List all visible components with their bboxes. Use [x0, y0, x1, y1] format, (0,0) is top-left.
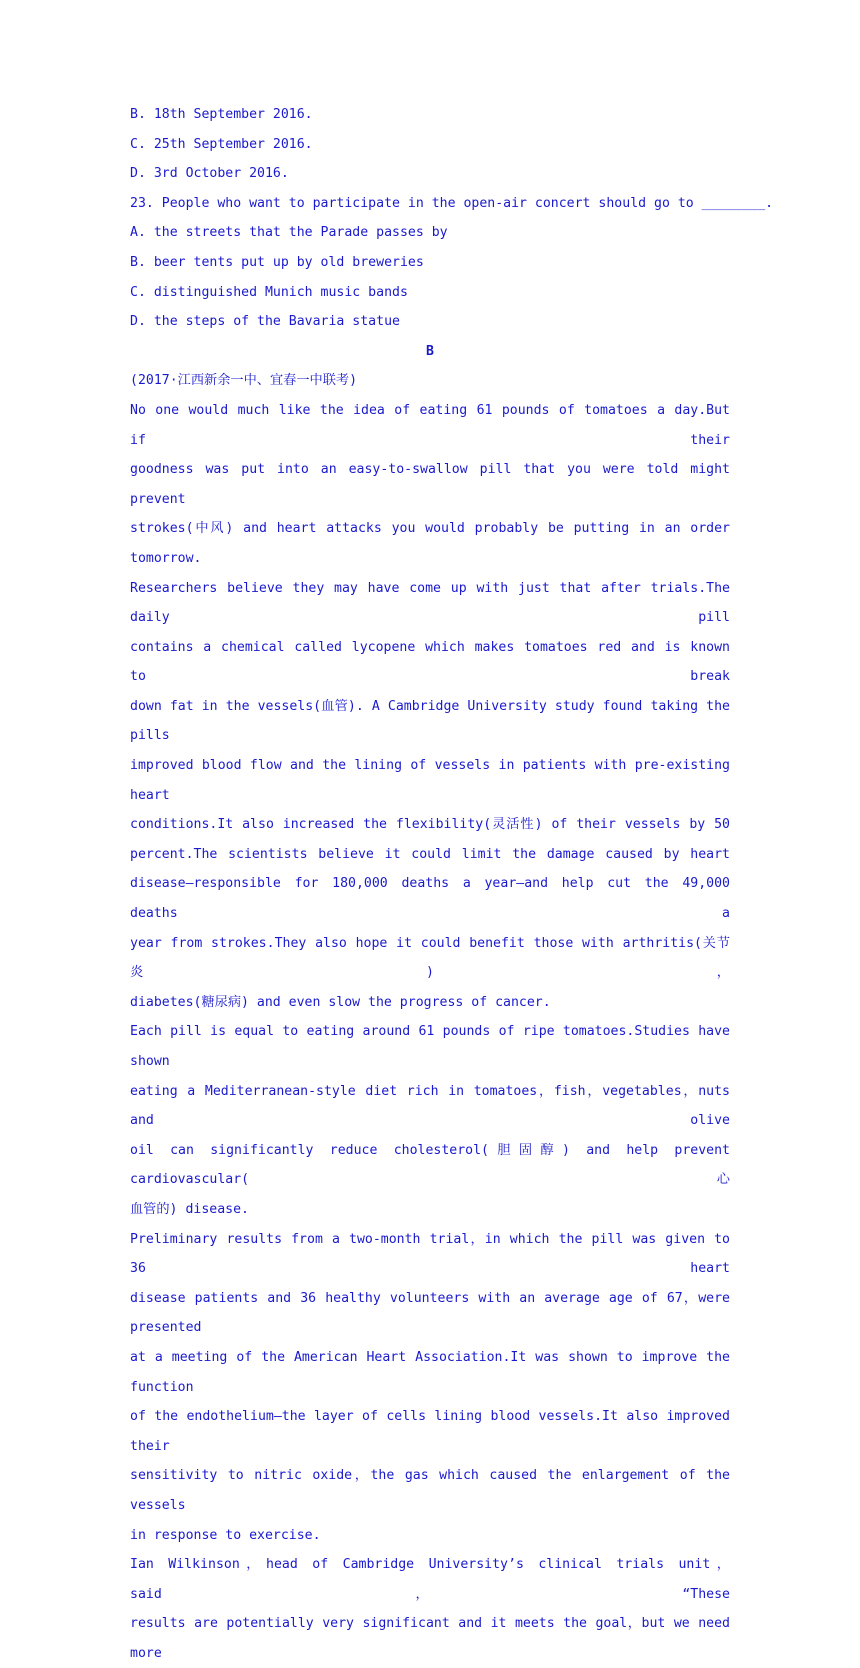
passage-line: improved blood flow and the lining of vessels in patients with pre-existing heart — [130, 758, 730, 803]
passage-paragraph-2 — [130, 1017, 730, 1224]
option-22-d: D. 3rd October 2016. — [130, 166, 289, 182]
passage-line: results are potentially very significant and it meets the goal，but we need more — [130, 1616, 730, 1661]
passage-paragraph-3 — [130, 1225, 730, 1551]
passage-line: No one would much like the idea of eating 61 pounds of tomatoes a day.But if their — [130, 402, 730, 448]
passage-line: 血管的) disease. — [130, 1201, 249, 1217]
passage-line: percent.The scientists believe it could limit the damage caused by heart — [130, 846, 730, 862]
passage-line: oil can significantly reduce cholesterol(胆固醇) and help prevent cardiovascular(心 — [130, 1142, 730, 1188]
option-23-d: D. the steps of the Bavaria statue — [130, 314, 400, 330]
passage-line: contains a chemical called lycopene which makes tomatoes red and is known to break — [130, 639, 730, 685]
passage-line: disease patients and 36 healthy volunteers with an average age of 67，were presented — [130, 1290, 730, 1336]
document-page — [130, 100, 774, 1668]
option-23-b: B. beer tents put up by old breweries — [130, 254, 424, 270]
passage-line: strokes(中风) and heart attacks you would probably be putting in an order tomorrow. — [130, 521, 730, 566]
passage-line: disease—responsible for 180,000 deaths a year—and help cut the 49,000 deaths a — [130, 876, 730, 922]
passage-line: eating a Mediterranean-style diet rich in tomatoes，fish，vegetables，nuts and olive — [130, 1083, 730, 1129]
passage-line: goodness was put into an easy-to-swallow pill that you were told might prevent — [130, 462, 730, 507]
passage-line: Researchers believe they may have come up with just that after trials.The daily pill — [130, 580, 730, 626]
passage-line: sensitivity to nitric oxide，the gas which caused the enlargement of the vessels — [130, 1468, 730, 1513]
section-label: B — [426, 343, 434, 359]
question-23-stem: 23. People who want to participate in the open-air concert should go to ________. — [130, 195, 774, 211]
passage-paragraph-1 — [130, 396, 730, 1017]
option-22-b: B. 18th September 2016. — [130, 107, 313, 122]
passage-body — [130, 396, 730, 1668]
option-23-a: A. the streets that the Parade passes by — [130, 225, 448, 241]
passage-line: conditions.It also increased the flexibility(灵活性) of their vessels by 50 — [130, 817, 730, 833]
passage-line: Each pill is equal to eating around 61 pounds of ripe tomatoes.Studies have shown — [130, 1024, 730, 1069]
passage-line: of the endothelium—the layer of cells lining blood vessels.It also improved their — [130, 1409, 730, 1454]
passage-paragraph-4 — [130, 1550, 730, 1668]
option-23-c: C. distinguished Munich music bands — [130, 284, 408, 300]
passage-line: at a meeting of the American Heart Association.It was shown to improve the function — [130, 1349, 730, 1395]
passage-source: (2017·江西新余一中、宜春一中联考) — [130, 373, 358, 389]
passage-line: diabetes(糖尿病) and even slow the progress of cancer. — [130, 994, 551, 1010]
passage-line: Ian Wilkinson，head of Cambridge University’s clinical trials unit，said，“These — [130, 1557, 730, 1602]
option-22-c: C. 25th September 2016. — [130, 136, 313, 152]
passage-line: Preliminary results from a two-month trial，in which the pill was given to 36 heart — [130, 1231, 730, 1277]
passage-line: down fat in the vessels(血管). A Cambridge University study found taking the pills — [130, 698, 730, 744]
passage-line: year from strokes.They also hope it could benefit those with arthritis(关节炎)， — [130, 935, 730, 981]
passage-line: in response to exercise. — [130, 1527, 321, 1543]
